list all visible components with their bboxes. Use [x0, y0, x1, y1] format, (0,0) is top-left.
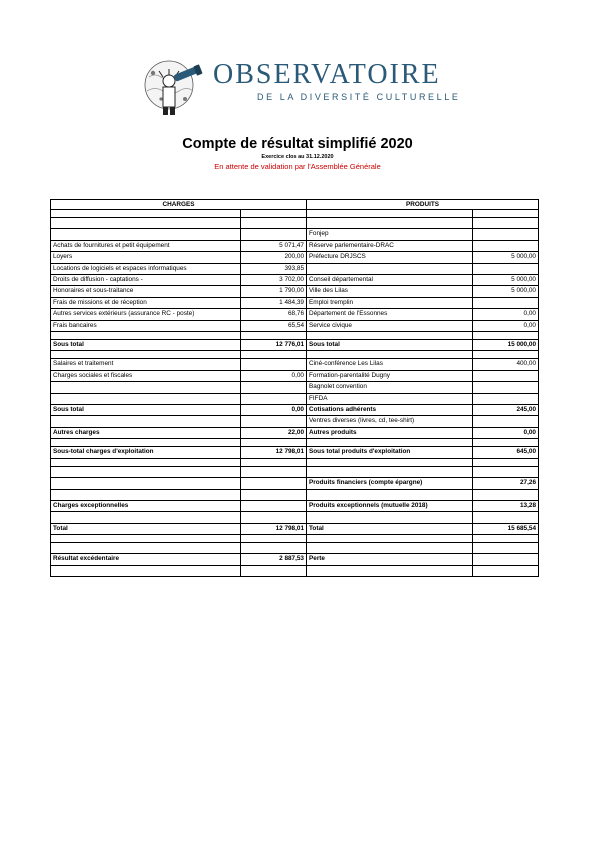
- produit-label: Produits financiers (compte épargne): [307, 478, 473, 489]
- produit-label: Conseil départemental: [307, 275, 473, 286]
- table-row: [51, 382, 539, 393]
- table-row: [51, 439, 539, 447]
- charges-header: CHARGES: [51, 200, 307, 210]
- charge-label: [51, 218, 241, 229]
- produit-label: Ciné-conférence Les Lilas: [307, 359, 473, 370]
- empty-cell: [241, 458, 307, 466]
- table-row: [51, 210, 539, 218]
- charge-amount: 12 776,01: [241, 340, 307, 351]
- empty-cell: [473, 351, 539, 359]
- charge-amount: 1 484,39: [241, 297, 307, 308]
- charge-label: Sous-total charges d'exploitation: [51, 447, 241, 458]
- produit-amount: [473, 240, 539, 251]
- produit-amount: [473, 297, 539, 308]
- produit-label: Ville des Lilas: [307, 286, 473, 297]
- produit-label: Sous total: [307, 340, 473, 351]
- table-row: [51, 416, 539, 427]
- produit-label: Total: [307, 523, 473, 534]
- table-row: [51, 340, 539, 351]
- produit-amount: 13,28: [473, 500, 539, 511]
- produit-label: FIFDA: [307, 393, 473, 404]
- produit-label: Bagnolet convention: [307, 382, 473, 393]
- charge-amount: [241, 359, 307, 370]
- fiscal-period: Exercice clos au 31.12.2020: [261, 154, 334, 160]
- charge-amount: 12 798,01: [241, 447, 307, 458]
- table-row: [51, 393, 539, 404]
- produit-amount: 15 685,54: [473, 523, 539, 534]
- produit-label: [307, 565, 473, 576]
- table-row: [51, 240, 539, 251]
- produit-amount: [473, 382, 539, 393]
- empty-cell: [241, 439, 307, 447]
- empty-cell: [241, 332, 307, 340]
- empty-cell: [51, 332, 241, 340]
- produit-label: Réserve parlementaire-DRAC: [307, 240, 473, 251]
- produit-label: [307, 218, 473, 229]
- table-row: [51, 512, 539, 523]
- charge-label: Charges sociales et fiscales: [51, 370, 241, 381]
- produit-amount: 5 000,00: [473, 275, 539, 286]
- produit-label: Département de l'Essonnes: [307, 309, 473, 320]
- charge-label: Loyers: [51, 252, 241, 263]
- produit-amount: 27,26: [473, 478, 539, 489]
- charge-amount: 0,00: [241, 405, 307, 416]
- table-row: [51, 466, 539, 477]
- charge-amount: [241, 512, 307, 523]
- produit-label: [307, 489, 473, 500]
- charge-amount: 0,00: [241, 370, 307, 381]
- income-statement-body: [51, 200, 539, 577]
- empty-cell: [241, 351, 307, 359]
- charge-label: Droits de diffusion - captations -: [51, 275, 241, 286]
- charge-label: Frais de missions et de réception: [51, 297, 241, 308]
- produit-amount: 400,00: [473, 359, 539, 370]
- produit-label: Cotisations adhérents: [307, 405, 473, 416]
- produit-amount: [473, 489, 539, 500]
- table-row: [51, 275, 539, 286]
- produit-label: [307, 263, 473, 274]
- charge-label: [51, 382, 241, 393]
- empty-cell: [473, 210, 539, 218]
- charge-label: Résultat excédentaire: [51, 554, 241, 565]
- produit-amount: [473, 263, 539, 274]
- produit-amount: [473, 393, 539, 404]
- produit-label: Sous total produits d'exploitation: [307, 447, 473, 458]
- astronomer-telescope-icon: [139, 55, 207, 121]
- table-row: [51, 286, 539, 297]
- produit-label: [307, 466, 473, 477]
- table-row: [51, 543, 539, 554]
- charge-amount: [241, 218, 307, 229]
- charge-amount: [241, 229, 307, 240]
- validation-status: En attente de validation par l'Assemblée Générale: [214, 162, 381, 171]
- produit-amount: 5 000,00: [473, 252, 539, 263]
- empty-cell: [51, 439, 241, 447]
- empty-cell: [473, 458, 539, 466]
- empty-cell: [307, 332, 473, 340]
- table-row: [51, 554, 539, 565]
- table-row: [51, 309, 539, 320]
- table-row: [51, 565, 539, 576]
- produit-label: Emploi tremplin: [307, 297, 473, 308]
- empty-cell: [473, 439, 539, 447]
- produit-label: Fonjep: [307, 229, 473, 240]
- charge-label: [51, 543, 241, 554]
- produit-label: Perte: [307, 554, 473, 565]
- charge-label: [51, 416, 241, 427]
- table-row: [51, 500, 539, 511]
- charge-amount: [241, 466, 307, 477]
- charge-label: Charges exceptionnelles: [51, 500, 241, 511]
- table-row: [51, 478, 539, 489]
- charge-amount: 2 887,53: [241, 554, 307, 565]
- produit-amount: [473, 229, 539, 240]
- produit-label: Ventres diverses (livres, cd, tee-shirt): [307, 416, 473, 427]
- produit-amount: [473, 218, 539, 229]
- charge-amount: [241, 565, 307, 576]
- produit-amount: [473, 543, 539, 554]
- charge-label: Sous total: [51, 340, 241, 351]
- produit-label: Formation-parentalité Dugny: [307, 370, 473, 381]
- empty-cell: [307, 439, 473, 447]
- produit-amount: [473, 466, 539, 477]
- produit-amount: [473, 512, 539, 523]
- charge-label: Salaires et traitement: [51, 359, 241, 370]
- charge-amount: 1 790,00: [241, 286, 307, 297]
- table-row: [51, 489, 539, 500]
- produits-header: PRODUITS: [307, 200, 539, 210]
- empty-cell: [473, 332, 539, 340]
- logo: [139, 55, 469, 121]
- charge-label: [51, 489, 241, 500]
- produit-amount: 245,00: [473, 405, 539, 416]
- produit-label: [307, 512, 473, 523]
- empty-cell: [307, 210, 473, 218]
- produit-amount: [473, 565, 539, 576]
- table-row: [51, 427, 539, 438]
- page-title: Compte de résultat simplifié 2020: [182, 136, 413, 152]
- empty-cell: [473, 535, 539, 543]
- table-row: [51, 263, 539, 274]
- table-row: [51, 218, 539, 229]
- empty-cell: [51, 535, 241, 543]
- empty-cell: [307, 458, 473, 466]
- produit-amount: [473, 416, 539, 427]
- charge-label: Sous total: [51, 405, 241, 416]
- charge-label: [51, 512, 241, 523]
- produit-amount: 0,00: [473, 309, 539, 320]
- produit-label: Préfecture DRJSCS: [307, 252, 473, 263]
- produit-amount: 0,00: [473, 320, 539, 331]
- table-row: [51, 405, 539, 416]
- charge-amount: 22,00: [241, 427, 307, 438]
- charge-label: Honoraires et sous-traitance: [51, 286, 241, 297]
- table-header-row: [51, 200, 539, 210]
- charge-label: Achats de fournitures et petit équipement: [51, 240, 241, 251]
- produit-amount: 0,00: [473, 427, 539, 438]
- empty-cell: [241, 535, 307, 543]
- produit-label: [307, 543, 473, 554]
- table-row: [51, 351, 539, 359]
- charge-amount: 65,54: [241, 320, 307, 331]
- table-row: [51, 332, 539, 340]
- empty-cell: [51, 458, 241, 466]
- charge-label: [51, 478, 241, 489]
- table-row: [51, 359, 539, 370]
- produit-amount: 15 000,00: [473, 340, 539, 351]
- charge-label: Autres charges: [51, 427, 241, 438]
- produit-label: Service civique: [307, 320, 473, 331]
- table-row: [51, 370, 539, 381]
- charge-label: [51, 466, 241, 477]
- income-statement-table: [50, 199, 539, 577]
- empty-cell: [307, 535, 473, 543]
- table-row: [51, 458, 539, 466]
- charge-amount: [241, 489, 307, 500]
- logo-wordmark: OBSERVATOIRE: [213, 59, 441, 90]
- table-row: [51, 229, 539, 240]
- table-row: [51, 523, 539, 534]
- produit-amount: 5 000,00: [473, 286, 539, 297]
- charge-amount: 12 798,01: [241, 523, 307, 534]
- charge-label: Autres services extérieurs (assurance RC - poste): [51, 309, 241, 320]
- produit-label: Autres produits: [307, 427, 473, 438]
- charge-amount: [241, 416, 307, 427]
- produit-amount: 645,00: [473, 447, 539, 458]
- charge-label: [51, 393, 241, 404]
- charge-label: [51, 565, 241, 576]
- charge-amount: [241, 382, 307, 393]
- charge-amount: 200,00: [241, 252, 307, 263]
- empty-cell: [51, 210, 241, 218]
- produit-amount: [473, 554, 539, 565]
- empty-cell: [51, 351, 241, 359]
- produit-label: Produits exceptionnels (mutuelle 2018): [307, 500, 473, 511]
- charge-amount: [241, 543, 307, 554]
- charge-amount: 68,76: [241, 309, 307, 320]
- charge-amount: [241, 478, 307, 489]
- table-row: [51, 535, 539, 543]
- logo-tagline: DE LA DIVERSITÉ CULTURELLE: [257, 92, 461, 102]
- table-row: [51, 320, 539, 331]
- table-row: [51, 447, 539, 458]
- charge-label: Frais bancaires: [51, 320, 241, 331]
- produit-amount: [473, 370, 539, 381]
- charge-label: [51, 229, 241, 240]
- charge-amount: [241, 500, 307, 511]
- charge-amount: 3 702,00: [241, 275, 307, 286]
- charge-amount: 5 071,47: [241, 240, 307, 251]
- table-row: [51, 297, 539, 308]
- charge-label: Total: [51, 523, 241, 534]
- charge-amount: 393,85: [241, 263, 307, 274]
- charge-label: Locations de logiciels et espaces informatiques: [51, 263, 241, 274]
- empty-cell: [307, 351, 473, 359]
- charge-amount: [241, 393, 307, 404]
- empty-cell: [241, 210, 307, 218]
- table-row: [51, 252, 539, 263]
